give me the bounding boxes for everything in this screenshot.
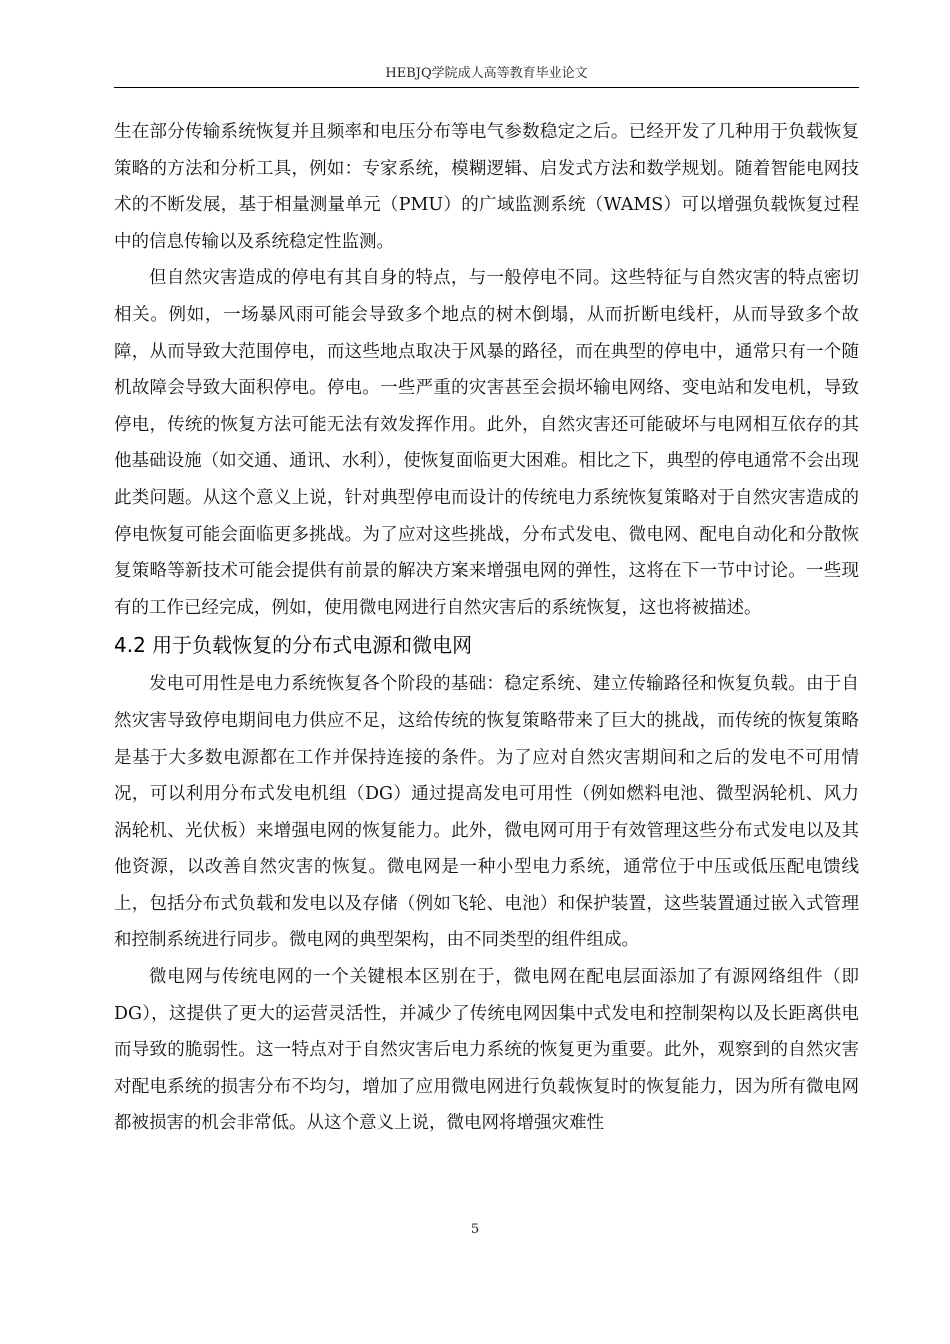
page-header: HEBJQ学院成人高等教育毕业论文 [385,66,588,81]
paragraph-generation-availability: 发电可用性是电力系统恢复各个阶段的基础：稳定系统、建立传输路径和恢复负载。由于自然灾害导致停电期间电力供应不足，这给传统的恢复策略带来了巨大的挑战，而传统的恢复策略是基于大多数电源都在工作并保持连接的条件。为了应对自然灾害期间和之后的发电不可用情况，可以利用分布式发电机组（DG）通过提高发电可用性（例如燃料电池、微型涡轮机、风力涡轮机、光伏板）来增强电网的恢复能力。此外，微电网可用于有效管理这些分布式发电以及其他资源，以改善自然灾害的恢复。微电网是一种小型电力系统，通常位于中压或低压配电馈线上，包括分布式负载和发电以及存储（例如飞轮、电池）和保护装置，这些装置通过嵌入式管理和控制系统进行同步。微电网的典型架构，由不同类型的组件组成。 [114,674,859,951]
header-rule [114,87,859,88]
paragraph-microgrid-difference: 微电网与传统电网的一个关键根本区别在于，微电网在配电层面添加了有源网络组件（即 DG），这提供了更大的运营灵活性，并减少了传统电网因集中式发电和控制架构以及长距离供电而导致的脆弱性。这一特点对于自然灾害后电力系统的恢复更为重要。此外，观察到的自然灾害对配电系统的损害分布不均匀，增加了应用微电网进行负载恢复时的恢复能力，因为所有微电网都被损害的机会非常低。从这个意义上说，微电网将增强灾难性 [114,967,859,1134]
page-number: 5 [470,1222,480,1237]
paragraph-continued: 生在部分传输系统恢复并且频率和电压分布等电气参数稳定之后。已经开发了几种用于负载恢复策略的方法和分析工具，例如：专家系统，模糊逻辑、启发式方法和数学规划。随着智能电网技术的不断发展，基于相量测量单元（PMU）的广域监测系统（WAMS）可以增强负载恢复过程中的信息传输以及系统稳定性监测。 [114,122,859,252]
section-heading: 4.2 用于负载恢复的分布式电源和微电网 [114,633,473,658]
paragraph-natural-disaster-outages: 但自然灾害造成的停电有其自身的特点，与一般停电不同。这些特征与自然灾害的特点密切相关。例如，一场暴风雨可能会导致多个地点的树木倒塌，从而折断电线杆，从而导致多个故障，从而导致大范围停电，而这些地点取决于风暴的路径，而在典型的停电中，通常只有一个随机故障会导致大面积停电。停电。一些严重的灾害甚至会损坏输电网络、变电站和发电机，导致停电，传统的恢复方法可能无法有效发挥作用。此外，自然灾害还可能破坏与电网相互依存的其他基础设施（如交通、通讯、水利），使恢复面临更大困难。相比之下，典型的停电通常不会出现此类问题。从这个意义上说，针对典型停电而设计的传统电力系统恢复策略对于自然灾害造成的停电恢复可能会面临更多挑战。为了应对这些挑战，分布式发电、微电网、配电自动化和分散恢复策略等新技术可能会提供有前景的解决方案来增强电网的弹性，这将在下一节中讨论。一些现有的工作已经完成，例如，使用微电网进行自然灾害后的系统恢复，这也将被描述。 [114,268,859,618]
document-body [114,114,859,1142]
